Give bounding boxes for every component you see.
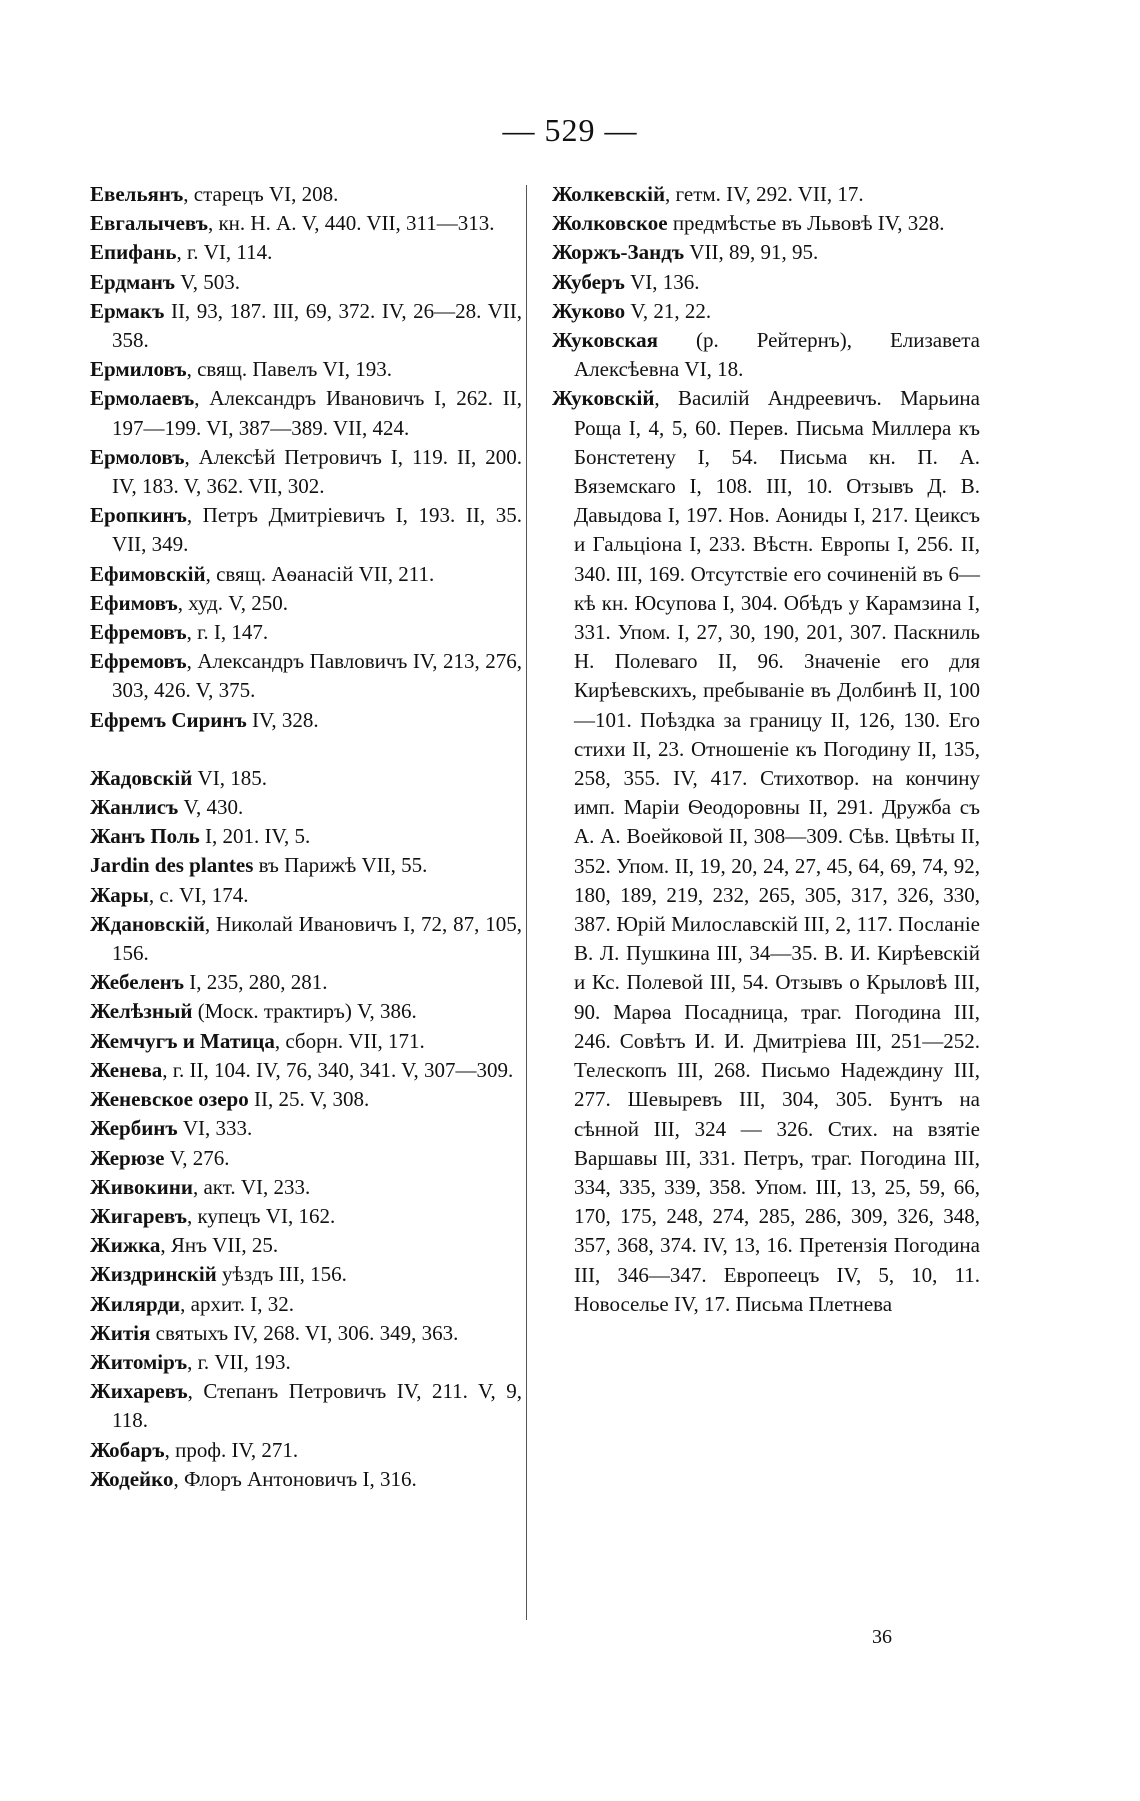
index-entry xyxy=(90,1465,522,1494)
entry-headword: Ефимовъ xyxy=(90,590,178,615)
index-entry xyxy=(90,501,522,559)
entry-references: въ Парижѣ VII, 55. xyxy=(253,853,428,878)
entry-headword: Жиздринскій xyxy=(90,1262,217,1287)
printer-signature: 36 xyxy=(872,1626,892,1648)
entry-headword: Жадовскій xyxy=(90,765,193,790)
entry-references: , худ. V, 250. xyxy=(177,590,288,615)
entry-headword: Ермолаевъ xyxy=(90,386,195,411)
entry-references: VII, 89, 91, 95. xyxy=(684,240,819,265)
index-entry xyxy=(90,1436,522,1465)
index-entry xyxy=(90,1260,522,1289)
index-entry xyxy=(552,268,980,297)
index-entry xyxy=(90,793,522,822)
entry-headword: Жанъ Поль xyxy=(90,824,200,849)
entry-references: , г. VII, 193. xyxy=(187,1349,291,1374)
entry-headword: Jardin des plantes xyxy=(90,853,254,878)
entry-headword: Женева xyxy=(90,1057,163,1082)
entry-references: , сборн. VII, 171. xyxy=(274,1028,425,1053)
entry-references: II, 93, 187. III, 69, 372. IV, 26—28. VII, 358. xyxy=(112,298,522,353)
index-entry xyxy=(90,910,522,968)
entry-headword: Ермакъ xyxy=(90,298,165,323)
entry-references: уѣздъ III, 156. xyxy=(216,1262,347,1287)
index-entry xyxy=(552,238,980,267)
entry-headword: Жары xyxy=(90,882,149,907)
entry-headword: Жобаръ xyxy=(90,1437,165,1462)
entry-references: , г. VI, 114. xyxy=(176,240,273,265)
index-entry xyxy=(90,1173,522,1202)
section-gap xyxy=(90,735,522,764)
entry-headword: Жоржъ-Зандъ xyxy=(552,240,685,265)
index-entry xyxy=(90,1027,522,1056)
entry-headword: Жебеленъ xyxy=(90,970,185,995)
entry-references: , Степанъ Петровичъ IV, 211. V, 9, 118. xyxy=(112,1379,522,1433)
entry-headword: Еропкинъ xyxy=(90,503,187,528)
entry-references: I, 235, 280, 281. xyxy=(184,970,328,995)
entry-references: , Александръ Павловичъ IV, 213, 276, 303, 426. V, 375. xyxy=(112,649,522,703)
entry-references: II, 25. V, 308. xyxy=(248,1087,370,1112)
entry-headword: Евельянъ xyxy=(90,182,184,206)
index-entry xyxy=(90,968,522,997)
entry-headword: Жемчугъ и Матица xyxy=(90,1028,275,1053)
index-entry xyxy=(90,268,522,297)
entry-references: , кн. Н. А. V, 440. VII, 311—313. xyxy=(207,211,495,236)
entry-references: , свящ. Павелъ VI, 193. xyxy=(186,357,392,382)
entry-references: , Василій Андреевичъ. Марьина Роща I, 4, 5, 60. Перев. Письма Миллера къ Бонстетену I, 54. Письма кн. П. А. Вяземскаго I, 108. III, 10. Отзывъ Д. В. Давыдова I, 197. Нов. Аониды I, 217. Цеиксъ и Гальціона I, 233. Вѣстн. Европы I, 256. II, 340. III, 169. Отсутствіе его сочиненій въ 6—кѣ кн. Юсупова I, 304. Обѣдъ у Карамзина I, 331. Упом. I, 27, 30, 190, 201, 307. Паскниль Н. Полеваго II, 96. Значеніе его для Кирѣевскихъ, пребываніе въ Долбинѣ II, 100—101. Поѣздка за границу II, 126, 130. Его стихи II, 23. Отношеніе къ Погодину II, 135, 258, 355. IV, 417. Стихотвор. на кончину имп. Маріи Ѳеодоровны II, 291. Дружба съ А. А. Воейковой II, 308—309. Сѣв. Цвѣты II, 352. Упом. II, 19, 20, 24, 27, 45, 64, 69, 74, 92, 180, 189, 219, 232, 265, 305, 317, 326, 330, 387. Юрій Милославскій III, 2, 117. Посланіе В. Л. Пушкина III, 34—35. В. И. Кирѣевскій и Кс. Полевой III, 54. Отзывъ о Крыловѣ III, 90. Марѳа Посадница, траг. Погодина III, 246. Совѣтъ И. И. Дмитріева III, 251—252. Телескопъ III, 268. Письмо Надеждину III, 277. Шевыревъ III, 304, 305. Бунтъ на сѣнной III, 324 — 326. Стих. на взятіе Варшавы III, 331. Петръ, траг. Погодина III, 334, 335, 339, 358. Упом. III, 13, 25, 59, 66, 170, 175, 248, 274, 285, 286, 309, 326, 348, 357, 368, 374. IV, 13, 16. Претензія Погодина III, 346—347. Европеецъ IV, 5, 10, 11. Новоселье IV, 17. Письма Плетнева xyxy=(574,386,980,1316)
entry-headword: Житія xyxy=(90,1320,151,1345)
index-entry xyxy=(90,618,522,647)
entry-references: V, 276. xyxy=(164,1145,230,1170)
entry-headword: Жихаревъ xyxy=(90,1379,188,1404)
entry-references: предмѣстье въ Львовѣ IV, 328. xyxy=(667,211,945,236)
index-entry xyxy=(552,297,980,326)
index-entry xyxy=(90,1319,522,1348)
column-divider xyxy=(526,185,527,1620)
index-entry xyxy=(90,443,522,501)
index-entry xyxy=(90,1114,522,1143)
index-entry xyxy=(90,209,522,238)
entry-headword: Жерюзе xyxy=(90,1145,165,1170)
entry-references: , акт. VI, 233. xyxy=(192,1174,311,1199)
entry-headword: Ермоловъ xyxy=(90,444,185,469)
entry-headword: Желѣзный xyxy=(90,999,193,1024)
entry-references: , проф. IV, 271. xyxy=(164,1437,299,1462)
entry-references: , Флоръ Антоновичъ I, 316. xyxy=(173,1466,417,1491)
entry-references: VI, 333. xyxy=(177,1116,253,1141)
index-entry xyxy=(90,851,522,880)
index-entry xyxy=(90,1056,522,1085)
index-entry xyxy=(90,1085,522,1114)
index-entry xyxy=(90,180,522,209)
index-entry xyxy=(90,1144,522,1173)
index-entry xyxy=(90,384,522,442)
entry-headword: Жуково xyxy=(552,298,626,323)
entry-headword: Женевское озеро xyxy=(90,1087,249,1112)
entry-headword: Жербинъ xyxy=(90,1116,178,1141)
index-column-right xyxy=(552,180,980,1319)
entry-headword: Жуберъ xyxy=(552,269,625,294)
index-entry xyxy=(552,180,980,209)
entry-headword: Епифань xyxy=(90,240,177,265)
entry-headword: Жодейко xyxy=(90,1466,174,1491)
entry-headword: Ефремъ Сиринъ xyxy=(90,707,247,732)
entry-headword: Ефимовскій xyxy=(90,561,206,586)
entry-headword: Живокини xyxy=(90,1174,193,1199)
index-entry xyxy=(90,1348,522,1377)
index-entry xyxy=(90,1231,522,1260)
index-entry xyxy=(90,1202,522,1231)
entry-references: , свящ. Аѳанасій VII, 211. xyxy=(205,561,435,586)
index-entry xyxy=(90,297,522,355)
index-entry xyxy=(90,589,522,618)
index-entry xyxy=(90,647,522,705)
entry-references: , старецъ VI, 208. xyxy=(183,182,339,206)
entry-references: , Петръ Дмитріевичъ I, 193. II, 35. VII, 349. xyxy=(112,503,522,557)
entry-references: святыхъ IV, 268. VI, 306. 349, 363. xyxy=(150,1320,459,1345)
entry-references: , Алексѣй Петровичъ I, 119. II, 200. IV, 183. V, 362. VII, 302. xyxy=(112,444,522,499)
entry-headword: Жолковское xyxy=(552,211,668,236)
entry-references: V, 503. xyxy=(175,269,241,294)
index-entry xyxy=(552,209,980,238)
entry-references: , Александръ Ивановичъ I, 262. II, 197—199. VI, 387—389. VII, 424. xyxy=(112,386,522,440)
entry-references: , гетм. IV, 292. VII, 17. xyxy=(665,182,864,206)
entry-headword: Ефремовъ xyxy=(90,649,187,674)
entry-references: I, 201. IV, 5. xyxy=(199,824,311,849)
entry-references: (Моск. трактиръ) V, 386. xyxy=(192,999,417,1024)
index-entry xyxy=(90,764,522,793)
entry-headword: Ефремовъ xyxy=(90,620,187,645)
index-entry xyxy=(90,706,522,735)
index-entry xyxy=(90,355,522,384)
entry-references: , г. I, 147. xyxy=(186,620,269,645)
entry-headword: Жолкевскій xyxy=(552,182,666,206)
entry-headword: Житоміръ xyxy=(90,1349,188,1374)
index-entry xyxy=(90,560,522,589)
entry-headword: Евгалычевъ xyxy=(90,211,208,236)
entry-headword: Жижка xyxy=(90,1233,161,1258)
entry-headword: Жуковскій xyxy=(552,386,655,411)
entry-references: VI, 136. xyxy=(624,269,700,294)
index-entry xyxy=(90,822,522,851)
entry-references: V, 21, 22. xyxy=(625,298,712,323)
entry-references: , г. II, 104. IV, 76, 340, 341. V, 307—309. xyxy=(162,1057,514,1082)
entry-headword: Ждановскій xyxy=(90,911,205,936)
entry-references: , архит. I, 32. xyxy=(180,1291,295,1316)
entry-references: (р. Рейтернъ), Елизавета Алексѣевна VI, 18. xyxy=(574,328,980,382)
index-entry xyxy=(552,384,980,1319)
index-entry xyxy=(90,997,522,1026)
index-entry xyxy=(90,1290,522,1319)
entry-references: , Янъ VII, 25. xyxy=(160,1233,279,1258)
entry-headword: Ермиловъ xyxy=(90,357,187,382)
entry-references: , Николай Ивановичъ I, 72, 87, 105, 156. xyxy=(112,911,522,966)
entry-headword: Ердманъ xyxy=(90,269,176,294)
entry-headword: Жуковская xyxy=(552,328,659,353)
index-entry xyxy=(90,238,522,267)
index-column-left xyxy=(90,180,522,1494)
entry-references: V, 430. xyxy=(178,795,244,820)
entry-references: , с. VI, 174. xyxy=(148,882,249,907)
entry-headword: Жилярди xyxy=(90,1291,181,1316)
entry-references: VI, 185. xyxy=(192,765,267,790)
page-number: — 529 — xyxy=(502,112,638,148)
index-entry xyxy=(90,881,522,910)
index-entry xyxy=(90,1377,522,1435)
entry-references: IV, 328. xyxy=(246,707,319,732)
index-entry xyxy=(552,326,980,384)
entry-references: , купецъ VI, 162. xyxy=(186,1203,336,1228)
entry-headword: Жанлисъ xyxy=(90,795,179,820)
entry-headword: Жигаревъ xyxy=(90,1203,187,1228)
